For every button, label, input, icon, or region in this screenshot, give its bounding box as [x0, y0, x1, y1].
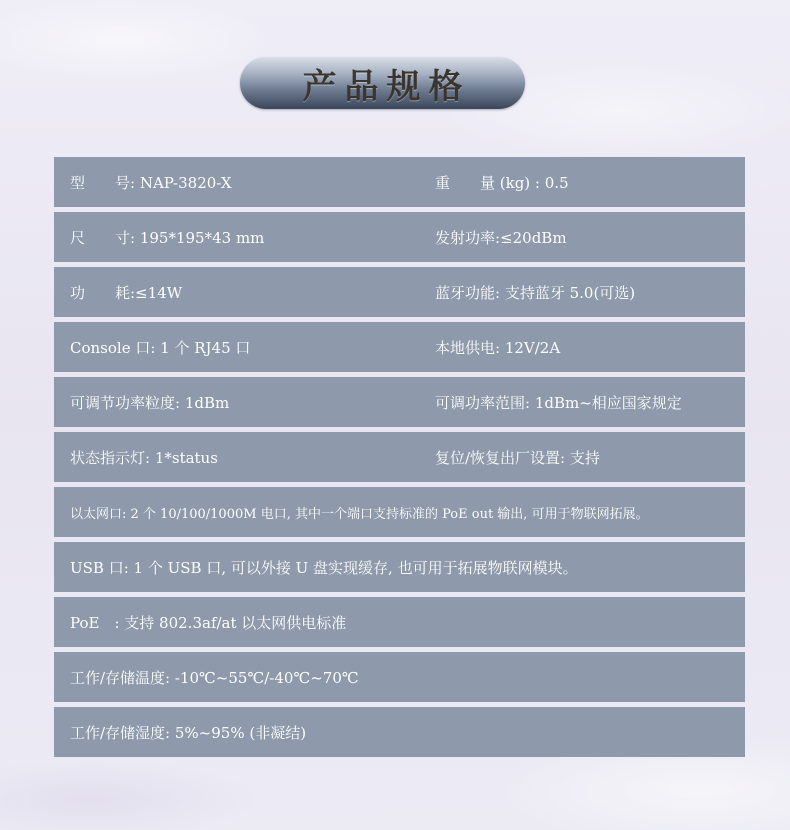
spec-row-8: [54, 542, 745, 592]
spec-table: [54, 157, 745, 762]
spec-reset: 复位/恢复出厂设置: 支持: [435, 448, 600, 467]
spec-temperature: 工作/存储温度: -10℃~55℃/-40℃~70℃: [70, 668, 359, 687]
spec-weight: 重 量 (kg) : 0.5: [435, 173, 569, 192]
spec-adjustable-step: 可调节功率粒度: 1dBm: [70, 393, 230, 412]
spec-ethernet: 以太网口: 2 个 10/100/1000M 电口, 其中一个端口支持标准的 PoE out 输出, 可用于物联网拓展。: [70, 506, 649, 522]
spec-size: 尺 寸: 195*195*43 mm: [70, 228, 265, 247]
spec-usb: USB 口: 1 个 USB 口, 可以外接 U 盘实现缓存, 也可用于拓展物联网模块。: [70, 558, 578, 577]
spec-row-9: [54, 597, 745, 647]
spec-model: 型 号: NAP-3820-X: [70, 173, 232, 192]
spec-row-1: [54, 157, 745, 207]
spec-row-6: [54, 432, 745, 482]
spec-adjustable-range: 可调功率范围: 1dBm~相应国家规定: [435, 393, 682, 412]
spec-power-consumption: 功 耗:≤14W: [70, 283, 183, 302]
spec-local-power: 本地供电: 12V/2A: [435, 338, 561, 357]
spec-row-5: [54, 377, 745, 427]
spec-poe: PoE : 支持 802.3af/at 以太网供电标准: [70, 613, 347, 632]
spec-console: Console 口: 1 个 RJ45 口: [70, 338, 251, 357]
spec-row-3: [54, 267, 745, 317]
spec-humidity: 工作/存储湿度: 5%~95% (非凝结): [70, 723, 307, 742]
spec-bluetooth: 蓝牙功能: 支持蓝牙 5.0(可选): [435, 283, 636, 302]
spec-row-4: [54, 322, 745, 372]
spec-tx-power: 发射功率:≤20dBm: [435, 228, 567, 247]
spec-row-10: [54, 652, 745, 702]
spec-row-2: [54, 212, 745, 262]
spec-status-led: 状态指示灯: 1*status: [70, 448, 218, 467]
page-title: 产品规格: [302, 66, 471, 107]
title-banner: [240, 57, 525, 109]
spec-row-11: [54, 707, 745, 757]
spec-row-7: [54, 487, 745, 537]
